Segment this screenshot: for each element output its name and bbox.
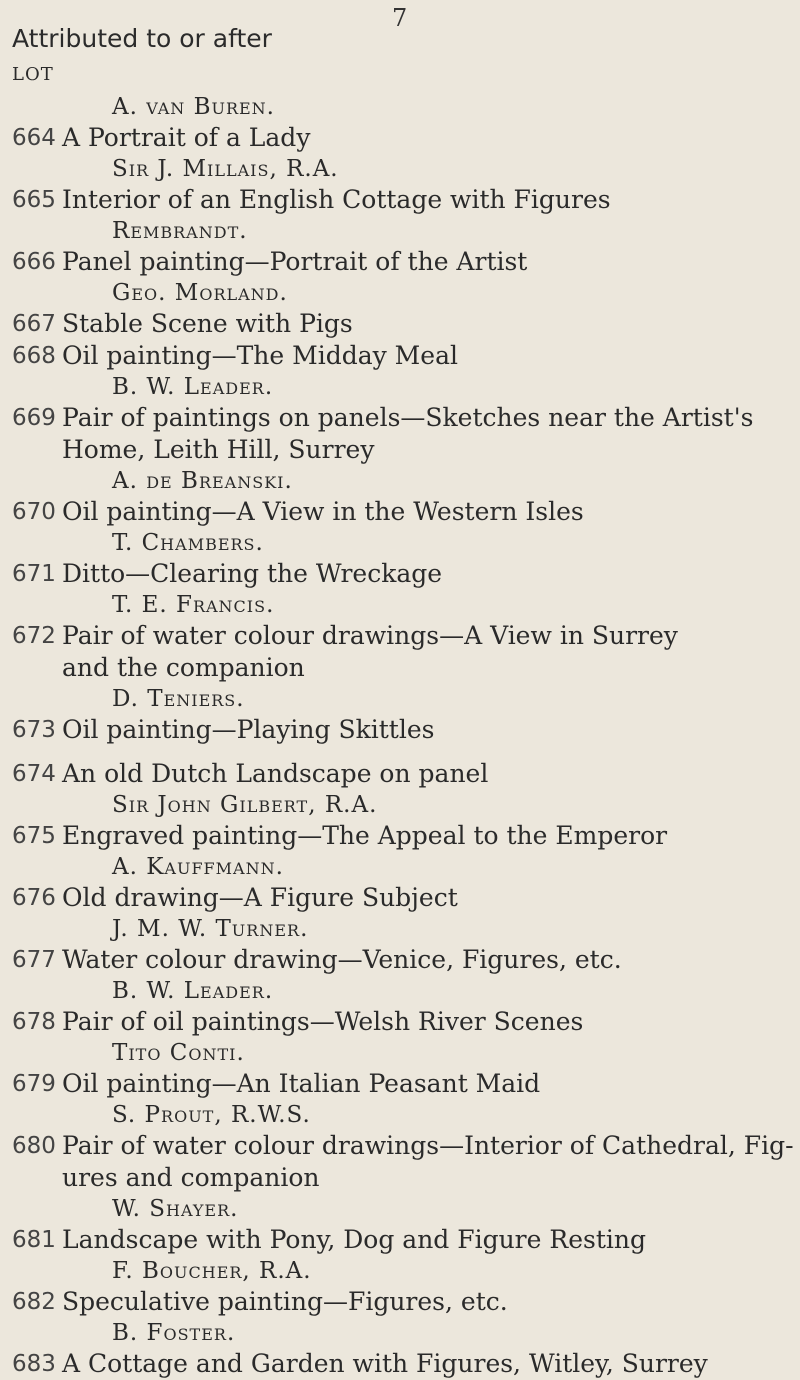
- description-line: Interior of an English Cottage with Figures: [62, 185, 611, 214]
- lot-description: [62, 184, 790, 216]
- description-line: Water colour drawing—Venice, Figures, etc.: [62, 945, 622, 974]
- lot-number: 683: [12, 1351, 56, 1377]
- lot-entry: [0, 246, 800, 278]
- lot-description: [62, 246, 790, 278]
- description-line: Pair of paintings on panels—Sketches near the Artist's: [62, 403, 754, 432]
- lot-description: [62, 558, 790, 590]
- artist-attribution: B. W. Leader.: [112, 374, 274, 400]
- artist-attribution: B. W. Leader.: [112, 978, 274, 1004]
- artist-attribution: Tito Conti.: [112, 1040, 245, 1066]
- artist-attribution: Sir J. Millais, R.A.: [112, 156, 339, 182]
- catalogue-entries: [0, 92, 800, 1380]
- description-line: Panel painting—Portrait of the Artist: [62, 247, 528, 276]
- lot-entry: [0, 758, 800, 790]
- artist-attribution: Geo. Morland.: [112, 280, 288, 306]
- lot-number: 677: [12, 947, 56, 973]
- lot-description: [62, 944, 790, 976]
- lot-number: 672: [12, 623, 56, 649]
- lot-number: 681: [12, 1227, 56, 1253]
- lot-number: 671: [12, 561, 56, 587]
- artist-attribution: Rembrandt.: [112, 218, 248, 244]
- lot-number: 678: [12, 1009, 56, 1035]
- lot-number: 666: [12, 249, 56, 275]
- lot-description: [62, 122, 790, 154]
- artist-attribution: T. E. Francis.: [112, 592, 275, 618]
- description-line: Ditto—Clearing the Wreckage: [62, 559, 443, 588]
- page-header: Attributed to or after: [12, 24, 272, 53]
- lot-number: 667: [12, 311, 56, 337]
- lot-entry: [0, 1006, 800, 1038]
- lot-entry: [0, 496, 800, 528]
- lot-entry: [0, 1130, 800, 1194]
- lot-entry: [0, 1286, 800, 1318]
- artist-attribution: A. de Breanski.: [112, 468, 293, 494]
- description-line: Oil painting—The Midday Meal: [62, 341, 458, 370]
- lot-entry: [0, 184, 800, 216]
- lot-entry: [0, 558, 800, 590]
- lot-description: [62, 1224, 790, 1256]
- lot-description: [62, 308, 790, 340]
- lot-number: 673: [12, 717, 56, 743]
- description-line: Home, Leith Hill, Surrey: [62, 435, 375, 464]
- description-line: Oil painting—Playing Skittles: [62, 715, 435, 744]
- lot-entry: [0, 820, 800, 852]
- description-line: A Cottage and Garden with Figures, Witley, Surrey: [62, 1349, 708, 1378]
- lot-number: 682: [12, 1289, 56, 1315]
- lot-entry: [0, 1224, 800, 1256]
- lot-description: [62, 758, 790, 790]
- page-number: 7: [392, 4, 408, 32]
- lot-description: [62, 1286, 790, 1318]
- lot-number: 679: [12, 1071, 56, 1097]
- lot-number: 664: [12, 125, 56, 151]
- lot-description: [62, 1006, 790, 1038]
- artist-attribution: Sir John Gilbert, R.A.: [112, 792, 378, 818]
- description-line: Stable Scene with Pigs: [62, 309, 353, 338]
- lot-number: 676: [12, 885, 56, 911]
- lot-description: [62, 1348, 790, 1380]
- lot-column-heading: LOT: [12, 64, 54, 85]
- artist-attribution: A. van Buren.: [112, 94, 275, 120]
- artist-attribution: A. Kauffmann.: [112, 854, 284, 880]
- lot-description: [62, 882, 790, 914]
- lot-description: [62, 402, 790, 466]
- artist-attribution: F. Boucher, R.A.: [112, 1258, 312, 1284]
- artist-attribution: W. Shayer.: [112, 1196, 239, 1222]
- description-line: Oil painting—An Italian Peasant Maid: [62, 1069, 541, 1098]
- lot-description: [62, 820, 790, 852]
- lot-entry: [0, 882, 800, 914]
- description-line: Old drawing—A Figure Subject: [62, 883, 458, 912]
- description-line: Speculative painting—Figures, etc.: [62, 1287, 508, 1316]
- lot-entry: [0, 1348, 800, 1380]
- lot-number: 674: [12, 761, 56, 787]
- description-line: Pair of water colour drawings—A View in Surrey: [62, 621, 678, 650]
- lot-description: [62, 620, 790, 684]
- lot-description: [62, 714, 790, 746]
- artist-attribution: T. Chambers.: [112, 530, 264, 556]
- lot-description: [62, 1130, 794, 1194]
- description-line: and the companion: [62, 653, 305, 682]
- description-line: Pair of water colour drawings—Interior of Cathedral, Fig-: [62, 1131, 794, 1160]
- artist-attribution: S. Prout, R.W.S.: [112, 1102, 311, 1128]
- description-line: Oil painting—A View in the Western Isles: [62, 497, 584, 526]
- spacer: [0, 746, 800, 758]
- artist-attribution: B. Foster.: [112, 1320, 236, 1346]
- lot-number: 680: [12, 1133, 56, 1159]
- description-line: Landscape with Pony, Dog and Figure Resting: [62, 1225, 646, 1254]
- description-line: Engraved painting—The Appeal to the Emperor: [62, 821, 668, 850]
- lot-number: 668: [12, 343, 56, 369]
- lot-entry: [0, 1068, 800, 1100]
- artist-attribution: J. M. W. Turner.: [112, 916, 309, 942]
- description-line: A Portrait of a Lady: [62, 123, 311, 152]
- lot-entry: [0, 944, 800, 976]
- lot-entry: [0, 714, 800, 746]
- lot-entry: [0, 402, 800, 466]
- lot-description: [62, 1068, 790, 1100]
- lot-entry: [0, 340, 800, 372]
- lot-entry: [0, 620, 800, 684]
- lot-description: [62, 340, 790, 372]
- lot-number: 670: [12, 499, 56, 525]
- lot-number: 675: [12, 823, 56, 849]
- lot-description: [62, 496, 790, 528]
- description-line: ures and companion: [62, 1163, 320, 1192]
- lot-number: 669: [12, 405, 56, 431]
- artist-attribution: D. Teniers.: [112, 686, 245, 712]
- description-line: An old Dutch Landscape on panel: [62, 759, 489, 788]
- lot-number: 665: [12, 187, 56, 213]
- description-line: Pair of oil paintings—Welsh River Scenes: [62, 1007, 584, 1036]
- lot-entry: [0, 122, 800, 154]
- lot-entry: [0, 308, 800, 340]
